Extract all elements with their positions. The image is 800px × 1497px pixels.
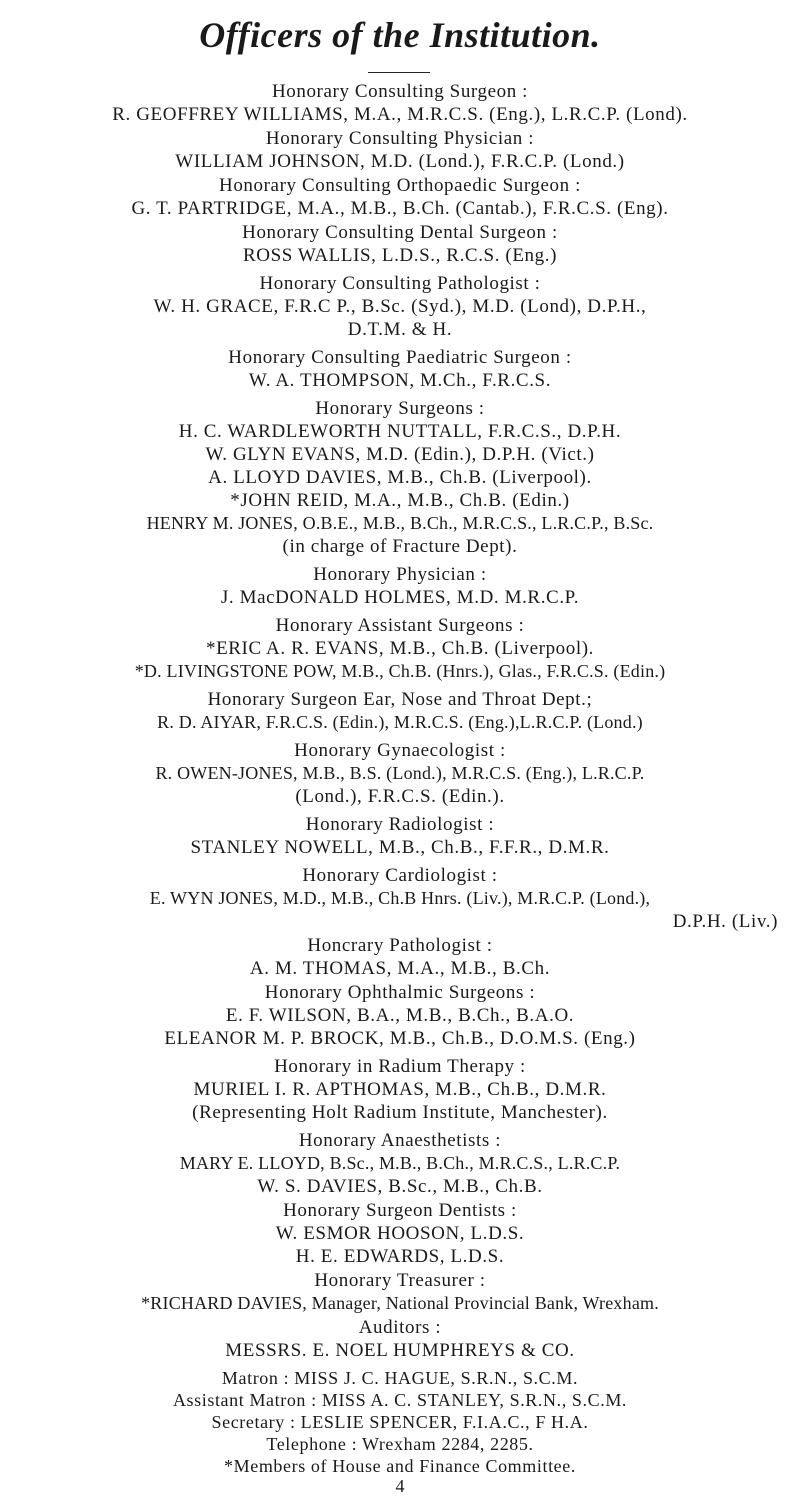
section-heading: Honorary Consulting Orthopaedic Surgeon : <box>219 175 581 196</box>
officer-line: *ERIC A. R. EVANS, M.B., Ch.B. (Liverpool). <box>205 638 595 659</box>
officer-line: D.P.H. (Liv.) <box>672 911 778 932</box>
officer-line: MESSRS. E. NOEL HUMPHREYS & CO. <box>225 1340 575 1361</box>
section-heading: Honorary Surgeons : <box>315 398 485 419</box>
officer-line: W. S. DAVIES, B.Sc., M.B., Ch.B. <box>257 1176 543 1197</box>
officer-line: J. MacDONALD HOLMES, M.D. M.R.C.P. <box>220 587 580 608</box>
officer-line: MARY E. LLOYD, B.Sc., M.B., B.Ch., M.R.C.S., L.R.C.P. <box>179 1153 621 1173</box>
section-consulting-dental <box>0 221 800 267</box>
officer-line: R. GEOFFREY WILLIAMS, M.A., M.R.C.S. (Eng.), L.R.C.P. (Lond). <box>112 104 688 125</box>
officer-line: ROSS WALLIS, L.D.S., R.C.S. (Eng.) <box>242 245 558 266</box>
section-honorary-surgeons <box>0 397 800 558</box>
secretary-line: Secretary : LESLIE SPENCER, F.I.A.C., F H.A. <box>211 1412 589 1432</box>
section-heading: Honorary Assistant Surgeons : <box>275 615 525 636</box>
section-consulting-orthopaedic <box>0 174 800 220</box>
officer-line: R. D. AIYAR, F.R.C.S. (Edin.), M.R.C.S. (Eng.),L.R.C.P. (Lond.) <box>157 712 643 732</box>
section-heading: Auditors : <box>358 1317 442 1338</box>
officer-line: W. ESMOR HOOSON, L.D.S. <box>275 1223 525 1244</box>
officer-line: W. GLYN EVANS, M.D. (Edin.), D.P.H. (Vict.) <box>205 444 595 465</box>
assistant-matron-line: Assistant Matron : MISS A. C. STANLEY, S.R.N., S.C.M. <box>172 1390 628 1410</box>
section-gynaecologist <box>0 739 800 808</box>
section-heading: Honcrary Pathologist : <box>307 935 493 956</box>
officer-line: H. C. WARDLEWORTH NUTTALL, F.R.C.S., D.P.H. <box>178 421 622 442</box>
officer-line: E. WYN JONES, M.D., M.B., Ch.B Hnrs. (Liv.), M.R.C.P. (Lond.), <box>149 888 651 908</box>
section-heading: Honorary Consulting Physician : <box>265 128 535 149</box>
section-heading: Honorary Radiologist : <box>305 814 495 835</box>
officer-line: MURIEL I. R. APTHOMAS, M.B., Ch.B., D.M.R. <box>193 1079 607 1100</box>
officer-line: ELEANOR M. P. BROCK, M.B., Ch.B., D.O.M.S. (Eng.) <box>164 1028 636 1049</box>
section-consulting-pathologist <box>0 272 800 341</box>
section-anaesthetists <box>0 1129 800 1198</box>
section-heading: Honorary Surgeon Ear, Nose and Throat Dept.; <box>207 689 593 710</box>
section-heading: Honorary Consulting Dental Surgeon : <box>242 222 558 243</box>
officer-line: WILLIAM JOHNSON, M.D. (Lond.), F.R.C.P. (Lond.) <box>175 151 625 172</box>
page-number: 4 <box>395 1476 405 1496</box>
section-heading: Honorary Treasurer : <box>314 1270 486 1291</box>
officer-line: D.T.M. & H. <box>347 319 453 340</box>
section-treasurer <box>0 1269 800 1315</box>
officer-line: W. H. GRACE, F.R.C P., B.Sc. (Syd.), M.D. (Lond), D.P.H., <box>153 296 647 317</box>
section-cardiologist <box>0 864 800 933</box>
section-heading: Honorary Physician : <box>313 564 487 585</box>
officer-line: STANLEY NOWELL, M.B., Ch.B., F.F.R., D.M.R. <box>190 837 610 858</box>
matron-line: Matron : MISS J. C. HAGUE, S.R.N., S.C.M. <box>221 1368 579 1388</box>
officer-line: H. E. EDWARDS, L.D.S. <box>295 1246 505 1267</box>
section-consulting-paediatric <box>0 346 800 392</box>
section-heading: Honorary Anaesthetists : <box>298 1130 502 1151</box>
officer-line: *JOHN REID, M.A., M.B., Ch.B. (Edin.) <box>230 490 570 511</box>
telephone-line: Telephone : Wrexham 2284, 2285. <box>266 1434 534 1454</box>
officer-line: E. F. WILSON, B.A., M.B., B.Ch., B.A.O. <box>225 1005 575 1026</box>
section-surgeon-dentists <box>0 1199 800 1268</box>
committee-note: *Members of House and Finance Committee. <box>224 1456 576 1476</box>
title-divider <box>368 72 430 73</box>
officer-line: HENRY M. JONES, O.B.E., M.B., B.Ch., M.R.C.S., L.R.C.P., B.Sc. <box>146 513 654 533</box>
officer-line: A. LLOYD DAVIES, M.B., Ch.B. (Liverpool). <box>208 467 592 488</box>
section-ent-surgeon <box>0 688 800 734</box>
section-auditors <box>0 1316 800 1362</box>
section-heading: Honorary Consulting Surgeon : <box>271 81 529 102</box>
section-heading: Honorary Ophthalmic Surgeons : <box>264 982 536 1003</box>
section-heading: Honorary Cardiologist : <box>302 865 498 886</box>
section-radium-therapy <box>0 1055 800 1124</box>
section-heading: Honorary Surgeon Dentists : <box>283 1200 517 1221</box>
officers-list <box>0 80 800 1497</box>
section-honorary-physician <box>0 563 800 609</box>
officer-line: (in charge of Fracture Dept). <box>282 536 518 557</box>
officer-line: *D. LIVINGSTONE POW, M.B., Ch.B. (Hnrs.), Glas., F.R.C.S. (Edin.) <box>134 661 666 681</box>
officer-line: G. T. PARTRIDGE, M.A., M.B., B.Ch. (Cantab.), F.R.C.S. (Eng). <box>131 198 669 219</box>
officer-line: *RICHARD DAVIES, Manager, National Provincial Bank, Wrexham. <box>141 1293 659 1313</box>
section-radiologist <box>0 813 800 859</box>
page-title: Officers of the Institution. <box>199 15 601 55</box>
section-heading: Honorary in Radium Therapy : <box>274 1056 526 1077</box>
section-pathologist <box>0 934 800 980</box>
section-heading: Honorary Gynaecologist : <box>294 740 506 761</box>
officer-line: A. M. THOMAS, M.A., M.B., B.Ch. <box>249 958 551 979</box>
section-heading: Honorary Consulting Pathologist : <box>259 273 541 294</box>
section-heading: Honorary Consulting Paediatric Surgeon : <box>228 347 572 368</box>
section-consulting-surgeon <box>0 80 800 126</box>
section-ophthalmic-surgeons <box>0 981 800 1050</box>
staff-footer <box>0 1367 800 1497</box>
officer-line: (Representing Holt Radium Institute, Manchester). <box>192 1102 608 1123</box>
officer-line: R. OWEN-JONES, M.B., B.S. (Lond.), M.R.C.S. (Eng.), L.R.C.P. <box>155 763 645 783</box>
section-assistant-surgeons <box>0 614 800 683</box>
section-consulting-physician <box>0 127 800 173</box>
officer-line: (Lond.), F.R.C.S. (Edin.). <box>295 786 505 807</box>
officer-line: W. A. THOMPSON, M.Ch., F.R.C.S. <box>248 370 552 391</box>
